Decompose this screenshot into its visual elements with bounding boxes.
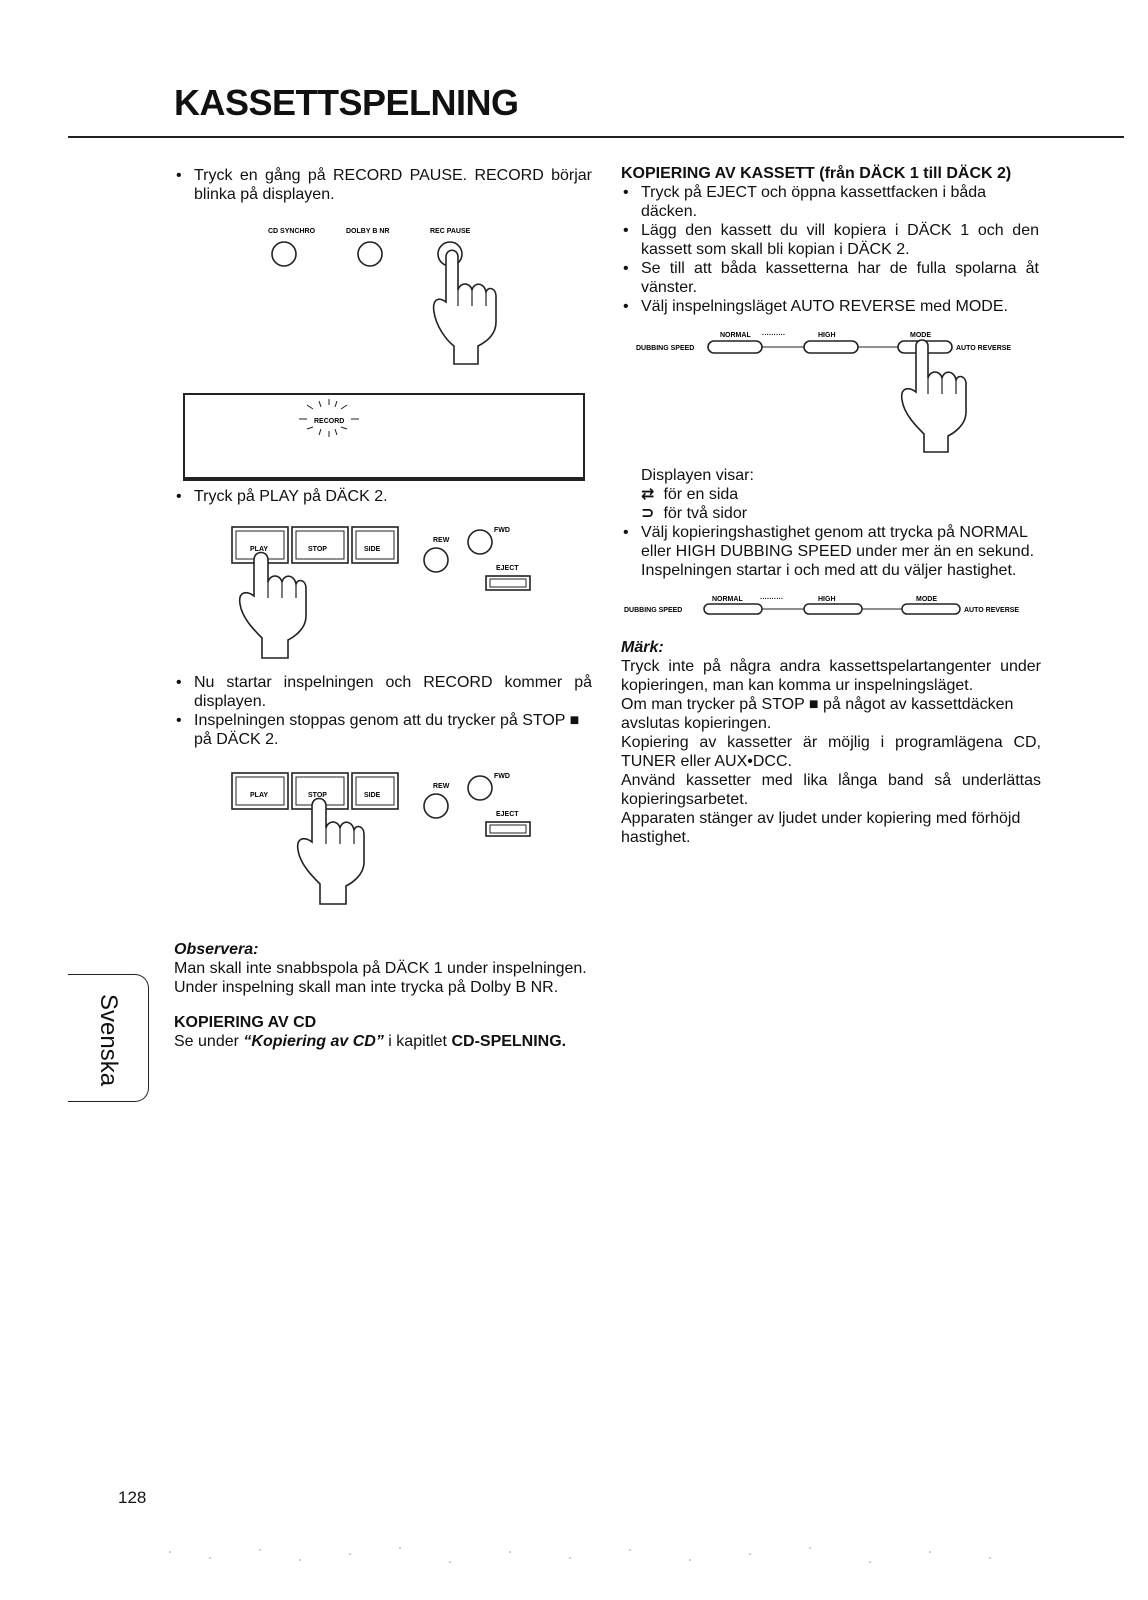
play-label: PLAY (250, 546, 269, 553)
auto-reverse-label: AUTO REVERSE (956, 345, 1012, 352)
instruction-load-cassettes: • Lägg den kassett du vill kopiera i DÄCK 1 och den kassett som skall bli kopian i DÄCK 2. (621, 221, 1039, 259)
page-number: 128 (118, 1488, 147, 1507)
two-sides-icon: ⊃ (641, 505, 655, 522)
note-line-2: Om man trycker på STOP ■ på något av kassettdäcken avslutas kopieringen. (621, 696, 1014, 732)
stop-label: STOP (308, 546, 327, 553)
dubbing-mode-figure (632, 326, 1052, 456)
svg-text:··········: ·········· (760, 596, 784, 603)
high-label: HIGH (818, 332, 836, 339)
note-line-1: Tryck inte på några andra kassettspelartangenter under kopieringen, man kan komma ur inspelningsläget. (621, 658, 1041, 694)
fwd-knob (468, 776, 492, 800)
note-line-5: Apparaten stänger av ljudet under kopiering med förhöjd hastighet. (621, 810, 1021, 846)
mode-label: MODE (910, 332, 931, 339)
instruction-recording-starts: • Nu startar inspelningen och RECORD kommer på displayen. (174, 673, 592, 711)
auto-reverse-label: AUTO REVERSE (964, 607, 1020, 614)
display-shows-label: Displayen visar: (641, 467, 754, 484)
one-side-icon: ⇄ (641, 486, 655, 503)
stop-deck2-figure (228, 766, 548, 911)
observera-line-1: Man skall inte snabbspola på DÄCK 1 under inspelningen. (174, 960, 587, 977)
fwd-label: FWD (494, 527, 510, 534)
rew-knob (424, 794, 448, 818)
note-section (621, 638, 1041, 847)
dubbing-speed-bar (620, 592, 1040, 622)
label-dolby-b-nr: DOLBY B NR (346, 228, 390, 235)
two-sides-row (621, 504, 1041, 523)
observera-line-2: Under inspelning skall man inte trycka på Dolby B NR. (174, 979, 559, 996)
kopiering-cd-heading: KOPIERING AV CD (174, 1014, 317, 1031)
normal-label: NORMAL (720, 332, 751, 339)
high-label: HIGH (818, 596, 836, 603)
play-label: PLAY (250, 792, 269, 799)
mode-button (902, 604, 960, 614)
cd-text-mid: i kapitlet (383, 1033, 452, 1050)
cd-synchro-knob (272, 242, 296, 266)
instruction-record-pause: • Tryck en gång på RECORD PAUSE. RECORD börjar blinka på displayen. (174, 166, 592, 204)
instruction-dubbing-speed: • Välj kopieringshastighet genom att trycka på NORMAL eller HIGH DUBBING SPEED under mer än en sekund. Inspelningen startar i och med att du väljer hastighet. (621, 523, 1041, 580)
fwd-knob (468, 530, 492, 554)
dubbing-speed-label: DUBBING SPEED (636, 345, 695, 352)
instruction-eject: • Tryck på EJECT och öppna kassettfacken i båda däcken. (621, 183, 1039, 221)
mode-label: MODE (916, 596, 937, 603)
right-column-mid (621, 466, 1041, 580)
left-bullet-1 (174, 166, 592, 204)
left-bullets-3-4 (174, 673, 592, 749)
display-record-label: RECORD (314, 418, 345, 425)
label-rec-pause: REC PAUSE (430, 228, 471, 235)
pointing-hand-icon (240, 553, 306, 659)
scan-noise (150, 1540, 1050, 1570)
observera-heading: Observera: (174, 941, 259, 958)
pointing-hand-icon (298, 799, 364, 905)
dubbing-speed-label: DUBBING SPEED (624, 607, 683, 614)
normal-button (708, 341, 762, 353)
rew-label: REW (433, 537, 450, 544)
cd-text-ref: “Kopiering av CD” (243, 1033, 384, 1050)
normal-button (704, 604, 762, 614)
instruction-auto-reverse: • Välj inspelningsläget AUTO REVERSE med MODE. (621, 297, 1039, 316)
pointing-hand-icon (434, 250, 496, 364)
note-heading: Märk: (621, 639, 664, 656)
play-deck2-figure (228, 520, 548, 665)
left-bullet-2 (174, 487, 592, 506)
cd-text-pre: Se under (174, 1033, 244, 1050)
fwd-label: FWD (494, 773, 510, 780)
title-rule (68, 136, 1124, 138)
record-pause-figure (250, 222, 530, 372)
page-title: KASSETTSPELNING (174, 82, 519, 123)
rew-label: REW (433, 783, 450, 790)
kopiering-kassett-heading: KOPIERING AV KASSETT (från DÄCK 1 till DÄCK 2) (621, 165, 1012, 182)
one-side-row (621, 485, 1041, 504)
high-button (804, 341, 858, 353)
pointing-hand-icon (902, 340, 966, 452)
two-sides-text: för två sidor (663, 505, 748, 522)
rew-knob (424, 548, 448, 572)
dolby-knob (358, 242, 382, 266)
eject-button (486, 822, 530, 836)
note-line-4: Använd kassetter med lika långa band så underlättas kopieringsarbetet. (621, 772, 1041, 808)
instruction-play-deck2: • Tryck på PLAY på DÄCK 2. (174, 487, 592, 506)
side-label: SIDE (364, 546, 381, 553)
observera-section (174, 940, 594, 1051)
instruction-full-reels: • Se till att båda kassetterna har de fulla spolarna åt vänster. (621, 259, 1039, 297)
one-side-text: för en sida (663, 486, 739, 503)
right-column-top (621, 164, 1039, 316)
label-cd-synchro: CD SYNCHRO (268, 228, 316, 235)
stop-label: STOP (308, 792, 327, 799)
note-line-3: Kopiering av kassetter är möjlig i programlägena CD, TUNER eller AUX•DCC. (621, 734, 1041, 770)
eject-label: EJECT (496, 565, 519, 572)
normal-label: NORMAL (712, 596, 743, 603)
instruction-stop-recording: • Inspelningen stoppas genom att du trycker på STOP ■ på DÄCK 2. (174, 711, 592, 749)
kopiering-cd-text (174, 1032, 594, 1051)
side-label: SIDE (364, 792, 381, 799)
cd-text-chapter: CD-SPELNING. (451, 1033, 567, 1050)
record-display (183, 393, 585, 481)
eject-button (486, 576, 530, 590)
blink-rays (285, 397, 375, 437)
language-tab-label: Svenska (95, 994, 122, 1087)
eject-label: EJECT (496, 811, 519, 818)
high-button (804, 604, 862, 614)
svg-text:··········: ·········· (762, 332, 786, 339)
